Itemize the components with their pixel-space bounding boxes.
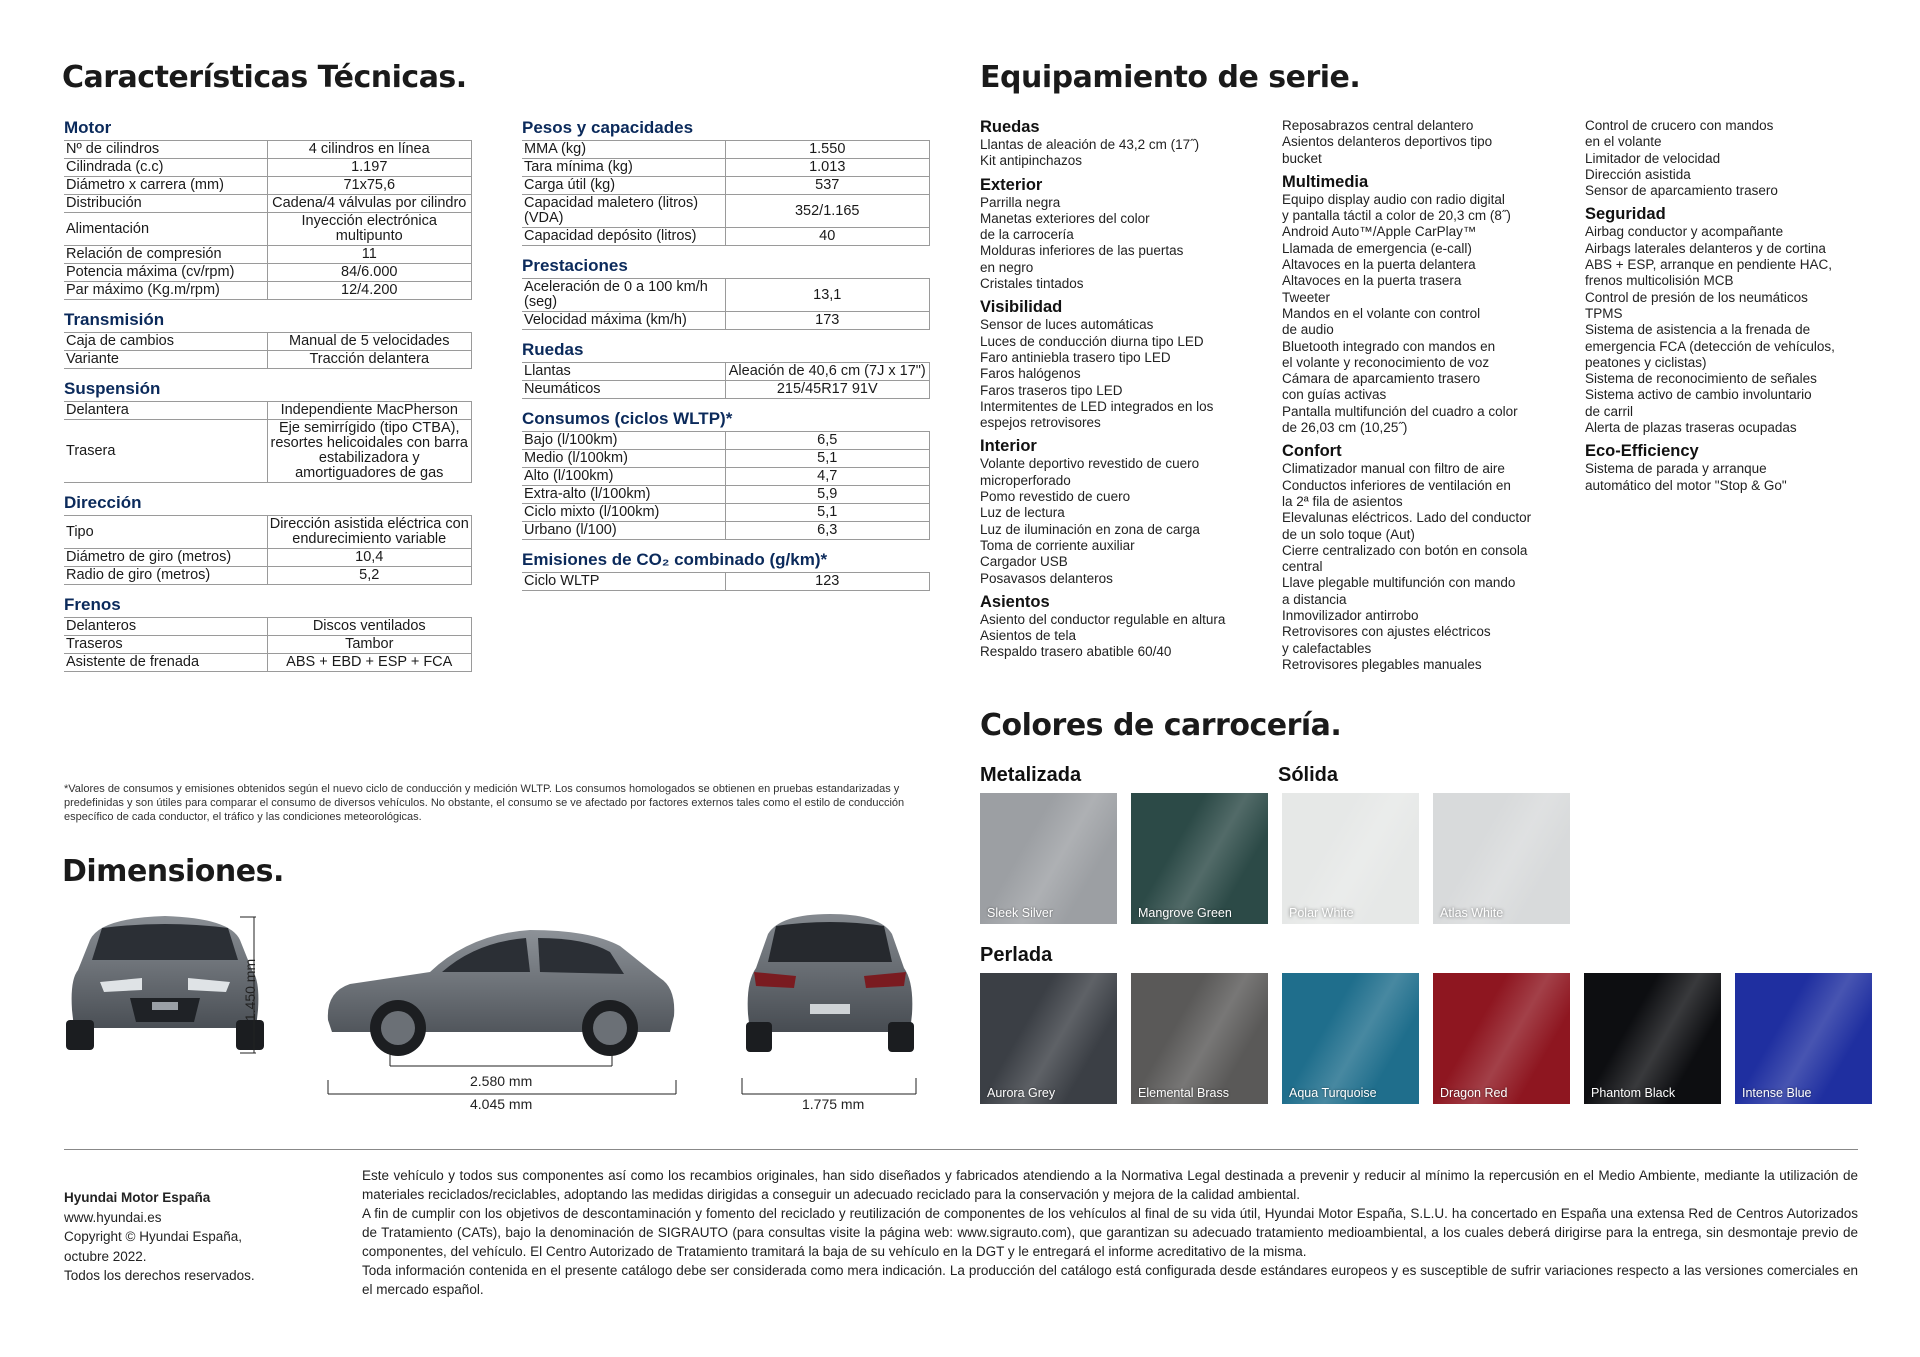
spec-key: Ciclo mixto (l/100km) [522,504,725,522]
spec-section-title: Consumos (ciclos WLTP)* [522,409,733,428]
equipment-item: y calefactables [1282,640,1372,656]
equipment-item: Luces de conducción diurna tipo LED [980,333,1204,349]
equipment-item: Reposabrazos central delantero [1282,118,1474,133]
equipment-column-1 [980,118,1270,661]
spec-section-title: Ruedas [522,340,584,359]
spec-key: Carga útil (kg) [522,177,725,195]
equipment-column-3 [1585,118,1875,494]
equipment-item: microperforado [980,472,1071,488]
spec-value: Cadena/4 válvulas por cilindro [267,195,472,213]
color-swatch [980,973,1117,1104]
spec-row [522,279,930,312]
spec-row [64,141,472,159]
equipment-item: TPMS [1585,305,1623,321]
color-swatch [1282,973,1419,1104]
spec-table [64,332,472,369]
equipment-item: a distancia [1282,591,1347,607]
equipment-heading: Ruedas [980,118,1040,136]
rights-text: Todos los derechos reservados. [64,1268,255,1283]
equipment-item: Control de presión de los neumáticos [1585,289,1808,305]
spec-key: Diámetro x carrera (mm) [64,177,267,195]
equipment-item: automático del motor "Stop & Go" [1585,477,1787,493]
spec-section-title: Prestaciones [522,256,628,275]
spec-row [64,654,472,672]
spec-row [522,468,930,486]
spec-value: 6,5 [725,432,930,450]
equipment-column-2 [1282,118,1572,673]
spec-value: 1.013 [725,159,930,177]
equipment-item: de la carrocería [980,227,1074,243]
equipment-item: de un solo toque (Aut) [1282,526,1415,542]
spec-table-left [64,118,472,672]
equipment-item: Alerta de plazas traseras ocupadas [1585,420,1797,436]
footer-divider [64,1149,1858,1150]
spec-value: 5,9 [725,486,930,504]
spec-value: Aleación de 40,6 cm (7J x 17") [725,363,930,381]
metallic-label: Metalizada [980,764,1082,786]
equipment-item: Sistema de asistencia a la frenada de [1585,322,1811,338]
equipment-item: Posavasos delanteros [980,570,1113,586]
equipment-item: Toma de corriente auxiliar [980,537,1135,553]
color-swatch [1131,793,1268,924]
equipment-item: Luz de lectura [980,505,1065,521]
spec-value: 11 [267,246,472,264]
spec-row [522,573,930,591]
spec-section-title: Emisiones de CO₂ combinado (g/km)* [522,550,828,569]
footnote: *Valores de consumos y emisiones obtenidos según el nuevo ciclo de conducción y medición WLTP. Los consumos homologados se obtienen en pruebas estandarizadas y predefinidas y son útiles para comparar el consumo de diversos vehículos. No obstante, el consumo se ve afectado por factores externos tales como el estilo de conducción específico de cada conductor, el tráfico y las condiciones meteorológicas. [64,783,905,823]
equipment-item: Respaldo trasero abatible 60/40 [980,644,1172,660]
spec-table [64,140,472,300]
equipment-item: Retrovisores con ajustes eléctricos [1282,624,1491,640]
spec-row [522,177,930,195]
equipment-item: en el volante [1585,134,1662,150]
equipment-heading: Exterior [980,175,1043,194]
spec-value: 40 [725,228,930,246]
spec-row [522,522,930,540]
equipment-item: Asiento del conductor regulable en altura [980,611,1226,627]
spec-value: 84/6.000 [267,264,472,282]
website-link[interactable]: www.hyundai.es [64,1209,162,1225]
color-name: Aurora Grey [987,1086,1056,1100]
equipment-item: Altavoces en la puerta delantera [1282,257,1476,273]
equipment-item: Airbags laterales delanteros y de cortina [1585,240,1826,256]
spec-value: Independiente MacPherson [267,402,472,420]
height-label: 1.450 mm [242,958,258,1022]
spec-key: Traseros [64,636,267,654]
spec-row [64,402,472,420]
equipment-item: emergencia FCA (detección de vehículos, [1585,338,1835,354]
spec-value: Manual de 5 velocidades [267,333,472,351]
width-dimension-line [740,1076,920,1098]
spec-value: 123 [725,573,930,591]
pearl-label: Perlada [980,944,1053,966]
spec-key: Neumáticos [522,381,725,399]
spec-key: Bajo (l/100km) [522,432,725,450]
color-name: Dragon Red [1440,1086,1508,1100]
spec-row [64,420,472,483]
equipment-item: Dirección asistida [1585,166,1691,182]
spec-table [522,278,930,330]
spec-key: Distribución [64,195,267,213]
equipment-item: Faro antiniebla trasero tipo LED [980,349,1171,365]
equipment-item: de 26,03 cm (10,25˝) [1282,420,1408,436]
spec-section-title: Dirección [64,493,142,512]
spec-key: Potencia máxima (cv/rpm) [64,264,267,282]
equipment-item: de audio [1282,322,1334,338]
color-swatch [1282,793,1419,924]
spec-row [64,195,472,213]
spec-row [64,351,472,369]
equipment-item: Faros traseros tipo LED [980,382,1123,398]
equipment-item: Android Auto™/Apple CarPlay™ [1282,224,1477,240]
equipment-item: Airbag conductor y acompañante [1585,224,1784,240]
equipment-item: Sistema de parada y arranque [1585,461,1767,477]
spec-row [64,333,472,351]
spec-key: Caja de cambios [64,333,267,351]
spec-section-title: Transmisión [64,310,165,329]
equipment-item: espejos retrovisores [980,415,1101,431]
legal-paragraph-3: Toda información contenida en el presente catálogo debe ser considerada como mera indicación. La producción del catálogo está configurada desde estándares europeos y es susceptible de sufrir variaciones respecto a las versiones comerciales en el mercado español. [362,1263,1858,1297]
spec-key: Velocidad máxima (km/h) [522,312,725,330]
spec-key: Diámetro de giro (metros) [64,549,267,567]
spec-section-title: Suspensión [64,379,161,398]
width-label: 1.775 mm [802,1096,865,1112]
spec-value: Eje semirrígido (tipo CTBA), resortes helicoidales con barra estabilizadora y amortiguadores de gas [267,420,472,483]
car-front-illustration [60,910,270,1060]
equipment-item: Tweeter [1282,289,1331,305]
equipment-item: Kit antipinchazos [980,153,1083,169]
copyright-line-1: Copyright © Hyundai España, [64,1229,243,1244]
spec-value: 4 cilindros en línea [267,141,472,159]
equipment-item: Conductos inferiores de ventilación en [1282,477,1511,493]
spec-key: Cilindrada (c.c) [64,159,267,177]
spec-row [64,264,472,282]
spec-key: Trasera [64,420,267,483]
spec-row [64,246,472,264]
spec-key: Tara mínima (kg) [522,159,725,177]
spec-key: Variante [64,351,267,369]
equipment-item: Sensor de luces automáticas [980,317,1154,333]
spec-key: Tipo [64,516,267,549]
color-name: Mangrove Green [1138,906,1232,920]
equipment-item: peatones y ciclistas) [1585,354,1707,370]
equipment-item: Llamada de emergencia (e-call) [1282,240,1472,256]
equipment-item: Inmovilizador antirrobo [1282,608,1419,624]
equipment-item: Bluetooth integrado con mandos en [1282,338,1496,354]
color-name: Polar White [1289,906,1354,920]
color-swatch [1735,973,1872,1104]
spec-section-title: Pesos y capacidades [522,118,694,137]
spec-row [64,618,472,636]
spec-row [522,381,930,399]
color-name: Elemental Brass [1138,1086,1230,1100]
equipment-item: Altavoces en la puerta trasera [1282,273,1462,289]
spec-value: 12/4.200 [267,282,472,300]
spec-value: Discos ventilados [267,618,472,636]
equipment-item: Cámara de aparcamiento trasero [1282,371,1481,387]
spec-row [64,636,472,654]
spec-table [522,140,930,246]
spec-table [64,617,472,672]
equipment-item: Sistema de reconocimiento de señales [1585,371,1817,387]
spec-value: 5,2 [267,567,472,585]
copyright-line-2: octubre 2022. [64,1248,147,1264]
color-name: Phantom Black [1591,1086,1676,1100]
spec-row [64,177,472,195]
spec-row [522,159,930,177]
spec-table-right [522,118,930,591]
equipment-heading: Visibilidad [980,298,1063,317]
equipment-item: Pantalla multifunción del cuadro a color [1282,403,1518,419]
length-label: 4.045 mm [470,1096,533,1112]
equipment-item: Llantas de aleación de 43,2 cm (17˝) [980,137,1200,152]
car-rear-illustration [740,910,920,1060]
tech-title: Características Técnicas. [62,60,467,95]
spec-value: Tracción delantera [267,351,472,369]
spec-value: 215/45R17 91V [725,381,930,399]
spec-table [64,515,472,585]
footer-company-info [64,1188,255,1286]
equipment-item: Cristales tintados [980,276,1084,292]
legal-paragraph-2: A fin de cumplir con los objetivos de descontaminación y fomento del reciclado y reutilización de componentes de los vehículos al final de su vida útil, Hyundai Motor España, S.L.U. ha concertado en España una extensa Red de Centros Autorizados de Tratamiento (CATs), bajo la denominación de SIGRAUTO (para consultas visite la página web: www.sigrauto.com), que garantizan su adecuado tratamiento medioambiental, a los cuales deberá dirigirse para la entrega, sin desmontaje previo de componentes, del vehículo. El Centro Autorizado de Tratamiento tramitará la baja de su vehículo en la DGT y le entregará el informe acreditativo de la misma. [362,1206,1858,1259]
footer-legal-text [362,1166,1858,1299]
equipment-item: Sistema activo de cambio involuntario [1585,387,1812,403]
spec-key: Medio (l/100km) [522,450,725,468]
solid-label: Sólida [1278,764,1339,786]
spec-value: 13,1 [725,279,930,312]
spec-value: ABS + EBD + ESP + FCA [267,654,472,672]
equipment-item: Cargador USB [980,554,1068,570]
car-side-illustration [320,912,680,1062]
equipment-item: Parrilla negra [980,194,1061,210]
equipment-item: Molduras inferiores de las puertas [980,243,1184,259]
spec-row [522,432,930,450]
spec-row [64,213,472,246]
equipment-item: Elevalunas eléctricos. Lado del conductor [1282,510,1532,526]
spec-row [64,567,472,585]
spec-key: Urbano (l/100) [522,522,725,540]
equipment-item: Faros halógenos [980,366,1081,382]
spec-value: 10,4 [267,549,472,567]
spec-value: 5,1 [725,504,930,522]
spec-key: Par máximo (Kg.m/rpm) [64,282,267,300]
equipment-item: Cierre centralizado con botón en consola [1282,542,1528,558]
spec-value: 6,3 [725,522,930,540]
equipment-item: Control de crucero con mandos [1585,118,1774,133]
spec-value: 1.197 [267,159,472,177]
company-name: Hyundai Motor España [64,1190,211,1205]
spec-row [522,504,930,522]
spec-row [522,228,930,246]
spec-key: Delanteros [64,618,267,636]
equipment-item: Asientos de tela [980,628,1077,644]
equipment-item: en negro [980,259,1034,275]
legal-paragraph-1: Este vehículo y todos sus componentes así como los recambios originales, han sido diseñados y fabricados atendiendo a la Normativa Legal destinada a prevenir y reducir al mínimo la repercusión en el Medio Ambiente, mediante la utilización de materiales reciclados/reciclables, adoptando las medidas dirigidas a conseguir un adecuado reciclado para la conservación y mejora de la calidad ambiental. [362,1168,1858,1202]
spec-table [522,362,930,399]
spec-key: Nº de cilindros [64,141,267,159]
spec-key: Capacidad depósito (litros) [522,228,725,246]
equipment-item: Equipo display audio con radio digital [1282,191,1505,207]
equipment-item: bucket [1282,150,1322,166]
spec-value: 352/1.165 [725,195,930,228]
spec-key: Relación de compresión [64,246,267,264]
spec-key: MMA (kg) [522,141,725,159]
equipment-item: Llave plegable multifunción con mando [1282,575,1516,591]
spec-value: 1.550 [725,141,930,159]
colors-title: Colores de carrocería. [980,708,1342,743]
equipment-item: Manetas exteriores del color [980,210,1150,226]
spec-key: Alimentación [64,213,267,246]
equipment-item: Volante deportivo revestido de cuero [980,456,1200,472]
spec-row [522,141,930,159]
spec-row [522,450,930,468]
color-swatch [1433,793,1570,924]
equipment-item: Intermitentes de LED integrados en los [980,398,1214,414]
spec-key: Capacidad maletero (litros) (VDA) [522,195,725,228]
spec-key: Llantas [522,363,725,381]
spec-row [64,516,472,549]
equipment-item: frenos multicolisión MCB [1585,273,1734,289]
spec-key: Aceleración de 0 a 100 km/h (seg) [522,279,725,312]
equipment-item: Sensor de aparcamiento trasero [1585,183,1778,199]
equipment-item: la 2ª fila de asientos [1282,493,1403,509]
color-name: Intense Blue [1742,1086,1812,1100]
equipment-item: Luz de iluminación en zona de carga [980,521,1200,537]
equipment-item: Limitador de velocidad [1585,150,1721,166]
spec-value: 173 [725,312,930,330]
equipment-heading: Seguridad [1585,205,1666,224]
equipment-item: Climatizador manual con filtro de aire [1282,461,1505,477]
spec-row [64,282,472,300]
spec-row [522,312,930,330]
color-swatch [1131,973,1268,1104]
equipment-item: Asientos delanteros deportivos tipo [1282,134,1493,150]
wheelbase-label: 2.580 mm [470,1073,533,1089]
spec-value: 4,7 [725,468,930,486]
equipment-item: Mandos en el volante con control [1282,305,1481,321]
color-swatch [1584,973,1721,1104]
spec-value: 537 [725,177,930,195]
spec-key: Delantera [64,402,267,420]
spec-row [64,549,472,567]
color-name: Sleek Silver [987,906,1053,920]
equip-title: Equipamiento de serie. [980,60,1361,95]
spec-table [64,401,472,483]
equipment-item: de carril [1585,403,1634,419]
spec-table [522,431,930,540]
spec-key: Extra-alto (l/100km) [522,486,725,504]
spec-key: Alto (l/100km) [522,468,725,486]
equipment-item: Pomo revestido de cuero [980,489,1131,505]
spec-value: Inyección electrónica multipunto [267,213,472,246]
spec-row [522,363,930,381]
color-swatch [1433,973,1570,1104]
spec-section-title: Frenos [64,595,121,614]
spec-value: 71x75,6 [267,177,472,195]
spec-row [64,159,472,177]
spec-key: Ciclo WLTP [522,573,725,591]
equipment-heading: Interior [980,437,1037,456]
equipment-item: Retrovisores plegables manuales [1282,656,1482,672]
equipment-heading: Confort [1282,442,1342,461]
equipment-heading: Eco-Efficiency [1585,442,1699,461]
color-swatch [980,793,1117,924]
spec-value: Dirección asistida eléctrica con endurecimiento variable [267,516,472,549]
spec-table [522,572,930,591]
color-name: Aqua Turquoise [1289,1086,1377,1100]
spec-value: 5,1 [725,450,930,468]
spec-row [522,486,930,504]
spec-key: Radio de giro (metros) [64,567,267,585]
equipment-item: ABS + ESP, arranque en pendiente HAC, [1585,257,1833,273]
spec-value: Tambor [267,636,472,654]
equipment-heading: Multimedia [1282,172,1369,191]
equipment-item: el volante y reconocimiento de voz [1282,354,1490,370]
equipment-item: y pantalla táctil a color de 20,3 cm (8˝) [1282,208,1511,224]
spec-section-title: Motor [64,118,112,137]
equipment-heading: Asientos [980,592,1050,611]
dimensions-title: Dimensiones. [62,854,284,889]
spec-key: Asistente de frenada [64,654,267,672]
spec-row [522,195,930,228]
equipment-item: central [1282,559,1323,575]
color-name: Atlas White [1440,906,1504,920]
equipment-item: con guías activas [1282,387,1387,403]
